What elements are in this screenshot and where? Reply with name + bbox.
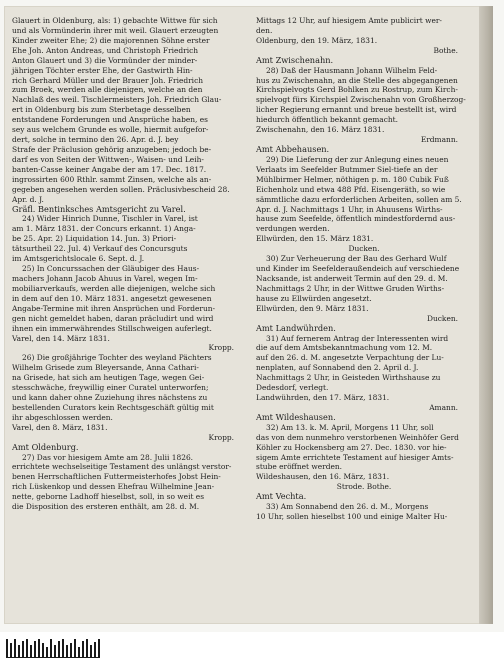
right-column-line: Nacksande, ist anderweit Termin auf den 29. d. M.	[256, 273, 448, 283]
right-column-line: hause zum Seefelde, öffentlich mindestfordernd aus-	[256, 214, 456, 224]
left-column-line: bestellenden Curators kein Rechtsgeschäft gültig mit	[12, 402, 214, 412]
left-column-line: na Grisede, hat sich am heutigen Tage, wegen Gei-	[12, 373, 205, 383]
right-column-line: Kirchspielvogts Gerd Bohlken zu Rostrup, zum Kirch-	[256, 85, 458, 95]
right-column-line: Ducken.	[348, 244, 380, 254]
left-column-line: 26) Die großjährige Tochter des weyland Pächters	[22, 353, 212, 363]
right-column-line: den.	[256, 25, 273, 35]
right-column-line: Nachmittags 2 Uhr, in der Wittwe Gruden Wirths-	[256, 283, 445, 293]
left-column	[12, 16, 248, 512]
left-column-line: 25) In Concurssachen der Gläubiger des Haus-	[22, 264, 200, 274]
right-column-line: Köhler zu Hockensberg am 27. Dec. 1830. vor hie-	[256, 442, 447, 452]
right-column-line: Mittags 12 Uhr, auf hiesigem Amte publicirt wer-	[256, 16, 442, 25]
left-column-line: am 1. März 1831. der Concurs erkannt. 1) Anga-	[12, 224, 196, 234]
left-column-line: ingrossirten 600 Rthlr. sammt Zinsen, welche als an-	[12, 174, 212, 184]
right-column-line: sämmtliche dazu erforderlichen Arbeiten, sollen am 5.	[256, 194, 462, 204]
left-column-line: rich Lüskenkop und dessen Ehefrau Wilhelmine Jean-	[12, 482, 215, 492]
right-column-line: und Kinder im Seefelderaußendeich auf verschiedene	[256, 264, 460, 274]
right-column-line: die auf dem Amtsbekanntmachung vom 12. M.	[256, 343, 433, 353]
left-column-line: machers Johann Jacob Ahuus in Varel, wegen Im-	[12, 273, 198, 283]
right-column-line: Amann.	[429, 402, 458, 412]
left-column-line: Nachlaß des weil. Tischlermeisters Joh. Friedrich Glau-	[12, 95, 222, 105]
right-column-line: Ellwürden, den 9. März 1831.	[256, 303, 369, 313]
left-column-line: in dem auf den 10. März 1831. angesetzt gewesenen	[12, 293, 212, 303]
right-column-line: 10 Uhr, sollen hieselbst 100 und einige Malter Hu-	[256, 512, 448, 522]
right-column-line: Amt Abbehausen.	[256, 143, 330, 154]
right-column-line: 32) Am 13. k. M. April, Morgens 11 Uhr, soll	[266, 422, 434, 432]
left-column-line: sey aus welchem Grunde es wolle, hiermit aufgefor-	[12, 125, 209, 135]
right-column-line: stube eröffnet werden.	[256, 462, 343, 472]
left-column-line: 24) Wider Hinrich Dunne, Tischler in Varel, ist	[22, 214, 198, 224]
left-column-line: Strafe der Präclusion gehörig anzugeben; jedoch be-	[12, 144, 212, 154]
right-column-line: Amt Landwührden.	[256, 322, 336, 333]
right-column-line: sigem Amte errichtete Testament auf hiesiger Amts-	[256, 452, 454, 462]
left-column-line: Varel, den 8. März, 1831.	[12, 422, 108, 432]
right-column-line: hause zu Ellwürden angesetzt.	[256, 293, 372, 303]
left-column-line: ihnen ein immerwährendes Stillschweigen auferlegt.	[12, 323, 212, 333]
left-column-line: im Amtsgerichtslocale 6. Sept. d. J.	[12, 254, 145, 264]
left-column-line: rich Gerhard Müller und der Brauer Joh. Friedrich	[12, 75, 204, 85]
left-column-line: ert in Oldenburg bis zum Sterbetage desselben	[12, 105, 191, 115]
left-column-line: banten-Casse keiner Angabe der am 17. Dec. 1817.	[12, 164, 207, 174]
right-column-line: Strode. Bothe.	[336, 482, 392, 492]
right-column-line: Wildeshausen, den 16. März, 1831.	[256, 472, 390, 482]
left-column-line: Gräfl. Bentinksches Amtsgericht zu Varel.	[12, 203, 186, 214]
left-column-line: errichtete wechselseitige Testament des unlängst verstor-	[12, 462, 232, 472]
right-column	[256, 16, 472, 522]
right-column-line: Mühlbirmer Helmer, nöthigen p. m. 180 Cubik Fuß	[256, 174, 449, 184]
scanned-page	[4, 6, 493, 624]
right-column-line: Erdmann.	[420, 135, 458, 145]
right-column-line: verdungen werden.	[256, 224, 330, 234]
page-binding-edge	[479, 6, 493, 624]
right-column-line: Apr. d. J. Nachmittags 1 Uhr, in Ahuusens Wirths-	[256, 204, 443, 214]
right-column-line: Verlaats im Seefelder Butmmer Siel-tiefe an der	[256, 164, 438, 174]
right-column-line: hus zu Zwischenahn, an die Stelle des abgegangenen	[256, 75, 458, 85]
right-column-line: Amt Zwischenahn.	[256, 54, 334, 65]
left-column-line: gen nicht gemeldet haben, daran präcludirt und wird	[12, 313, 214, 323]
right-column-line: Ducken.	[427, 313, 458, 323]
right-column-line: das von dem nunmehro verstorbenen Weinhöfer Gerd	[256, 432, 459, 442]
left-column-line: jährigen Töchter erster Ehe, der Gastwirth Hin-	[12, 65, 193, 75]
left-column-line: ihr abgeschlossen werden.	[12, 412, 113, 422]
left-column-line: nette, geborne Ladhoff hieselbst, soll, in so weit es	[12, 492, 205, 502]
right-column-line: nenplaten, auf Sonnabend den 2. April d. J.	[256, 363, 419, 373]
right-column-line: 29) Die Lieferung der zur Anlegung eines neuen	[266, 154, 449, 164]
right-column-line: 33) Am Sonnabend den 26. d. M., Morgens	[266, 502, 429, 512]
left-column-line: mobiliarverkaufs, werden alle diejenigen, welche sich	[12, 283, 216, 293]
left-column-line: Kinder zweiter Ehe; 2) die majorennen Söhne erster	[12, 35, 210, 45]
library-logo	[6, 636, 102, 660]
left-column-line: gegeben angesehen werden sollen. Präclusivbescheid 28.	[12, 184, 230, 194]
left-column-line: be 25. Apr. 2) Liquidation 14. Jun. 3) Priori-	[12, 234, 177, 244]
left-column-line: dert, solche in termino den 26. Apr. d. J. bey	[12, 135, 179, 145]
right-column-line: licher Regierung ernannt und breue bestellt ist, wird	[256, 105, 457, 115]
left-column-line: Kropp.	[208, 432, 234, 442]
left-column-line: und kann daher ohne Zuziehung ihres nächstens zu	[12, 393, 208, 403]
left-column-line: Wilhelm Grisede zum Bleyersande, Anna Cathari-	[12, 363, 199, 373]
left-column-line: stesschwäche, freywillig einer Curatel unterworfen;	[12, 383, 209, 393]
left-column-line: entstandene Forderungen und Ansprüche haben, es	[12, 115, 208, 125]
left-column-line: die Disposition des ersteren enthält, am 28. d. M.	[12, 502, 200, 512]
right-column-line: 28) Daß der Hausmann Johann Wilhelm Feld-	[266, 65, 438, 75]
left-column-line: und als Vormünderin ihrer mit weil. Glauert erzeugten	[12, 25, 219, 35]
right-column-line: Dedesdorf, verlegt.	[256, 383, 329, 393]
right-column-line: Amt Wildeshausen.	[256, 411, 336, 422]
left-column-line: 27) Das vor hiesigem Amte am 28. Julii 1826.	[22, 452, 194, 462]
right-column-line: Ellwürden, den 15. März 1831.	[256, 234, 374, 244]
left-column-line: Kropp.	[208, 343, 234, 353]
right-column-line: Bothe.	[433, 45, 458, 55]
left-column-line: Anton Glauert und 3) die Vormünder der minder-	[12, 55, 198, 65]
left-column-line: Ehe Joh. Anton Andreas, und Christoph Friedrich	[12, 45, 199, 55]
left-column-line: Angabe-Termine mit ihren Ansprüchen und Forderun-	[12, 303, 216, 313]
right-column-line: Nachmittags 2 Uhr, in Geisteden Wirthshause zu	[256, 373, 441, 383]
left-column-line: Glauert in Oldenburg, als: 1) gebachte Wittwe für sich	[12, 16, 218, 25]
right-column-line: Zwischenahn, den 16. März 1831.	[256, 125, 385, 135]
right-column-line: Amt Vechta.	[256, 491, 307, 502]
left-column-line: Apr. d. J.	[12, 194, 44, 204]
left-column-line: Varel, den 14. März 1831.	[12, 333, 110, 343]
right-column-line: 31) Auf fernerem Antrag der Interessenten wird	[266, 333, 449, 343]
right-column-line: Oldenburg, den 19. März, 1831.	[256, 35, 378, 45]
left-column-line: tätsurtheil 22. Jul. 4) Verkauf des Concursguts	[12, 244, 188, 254]
right-column-line: hiedurch öffentlich bekannt gemacht.	[256, 115, 399, 125]
right-column-line: auf den 26. d. M. angesetzte Verpachtung der Lu-	[256, 353, 444, 363]
right-column-line: Landwührden, den 17. März, 1831.	[256, 393, 390, 403]
right-column-line: spielvogt fürs Kirchspiel Zwischenahn von Großherzog-	[256, 95, 466, 105]
left-column-line: zum Broek, werden alle diejenigen, welche an den	[12, 85, 203, 95]
left-column-line: darf es von Seiten der Wittwen-, Waisen- und Leih-	[12, 154, 204, 164]
right-column-line: Eichenholz und etwa 488 Pfd. Eisengeräth, so wie	[256, 184, 446, 194]
left-column-line: benen Herrschaftlichen Futtermeisterhofes Jobst Hein-	[12, 472, 221, 482]
right-column-line: 30) Zur Verheuerung der Bau des Gerhard Wulf	[266, 254, 447, 264]
left-column-line: Amt Oldenburg.	[12, 441, 79, 452]
